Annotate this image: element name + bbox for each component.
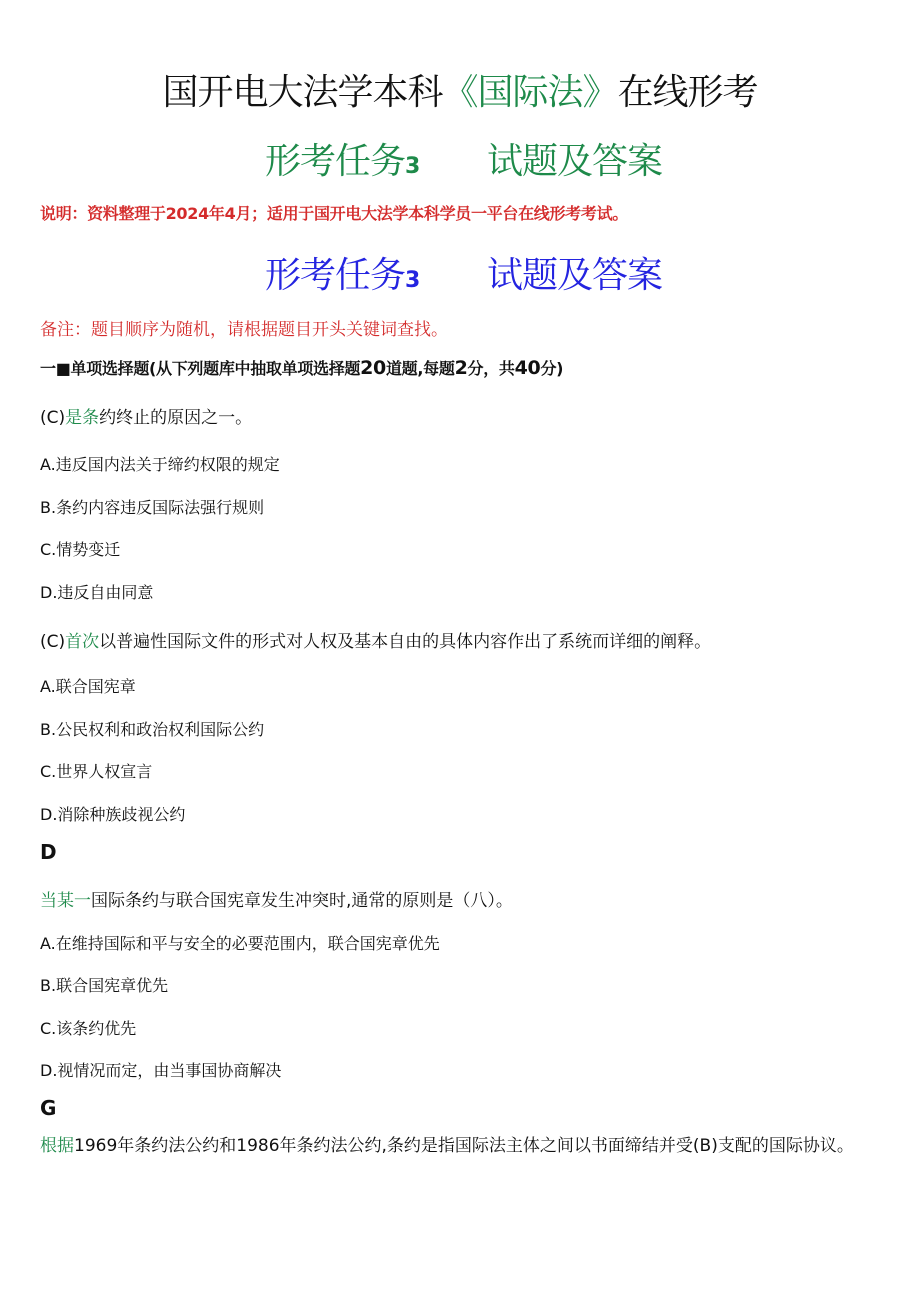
question-2-option-b: B.公民权利和政治权利国际公约: [40, 720, 265, 739]
question-4: 根据1969年条约法公约和1986年条约法公约,条约是指国际法主体之间以书面缔结并受(B)支配的国际协议。: [40, 1136, 854, 1156]
question-3: 当某一国际条约与联合国宪章发生冲突时,通常的原则是（八）。: [40, 891, 513, 911]
question-2: (C)首次以普遍性国际文件的形式对人权及基本自由的具体内容作出了系统而详细的阐释。: [40, 632, 712, 652]
question-3-option-a: A.在维持国际和平与安全的必要范围内，联合国宪章优先: [40, 934, 440, 953]
question-1-option-d: D.违反自由同意: [40, 583, 154, 602]
question-1-option-a: A.违反国内法关于缔约权限的规定: [40, 455, 280, 474]
subtitle-task: 形考任务3: [265, 141, 420, 182]
document-remark: 备注：题目顺序为随机，请根据题目开头关键词查找。: [40, 320, 448, 340]
question-3-option-c: C.该条约优先: [40, 1019, 137, 1038]
section-heading: 一■单项选择题(从下列题库中抽取单项选择题20道题,每题2分，共40分): [40, 357, 564, 379]
subtitle-task-blue: 形考任务3: [265, 255, 420, 296]
question-3-option-b: B.联合国宪章优先: [40, 976, 169, 995]
document-note: 说明：资料整理于2024年4月；适用于国开电大法学本科学员一平台在线形考考试。: [40, 204, 628, 223]
question-2-option-a: A.联合国宪章: [40, 677, 136, 696]
subtitle-answers-blue: 试题及答案: [487, 255, 663, 296]
question-1: (C)是条约终止的原因之一。: [40, 408, 253, 428]
question-1-option-b: B.条约内容违反国际法强行规则: [40, 498, 265, 517]
question-2-option-c: C.世界人权宣言: [40, 762, 153, 781]
answer-letter: G: [40, 1096, 57, 1120]
answer-letter: D: [40, 840, 57, 864]
question-2-option-d: D.消除种族歧视公约: [40, 805, 186, 824]
subtitle-answers: 试题及答案: [487, 141, 663, 182]
question-3-option-d: D.视情况而定，由当事国协商解决: [40, 1061, 282, 1080]
question-1-option-c: C.情势变迁: [40, 540, 121, 559]
document-title: 国开电大法学本科《国际法》在线形考: [162, 72, 758, 113]
